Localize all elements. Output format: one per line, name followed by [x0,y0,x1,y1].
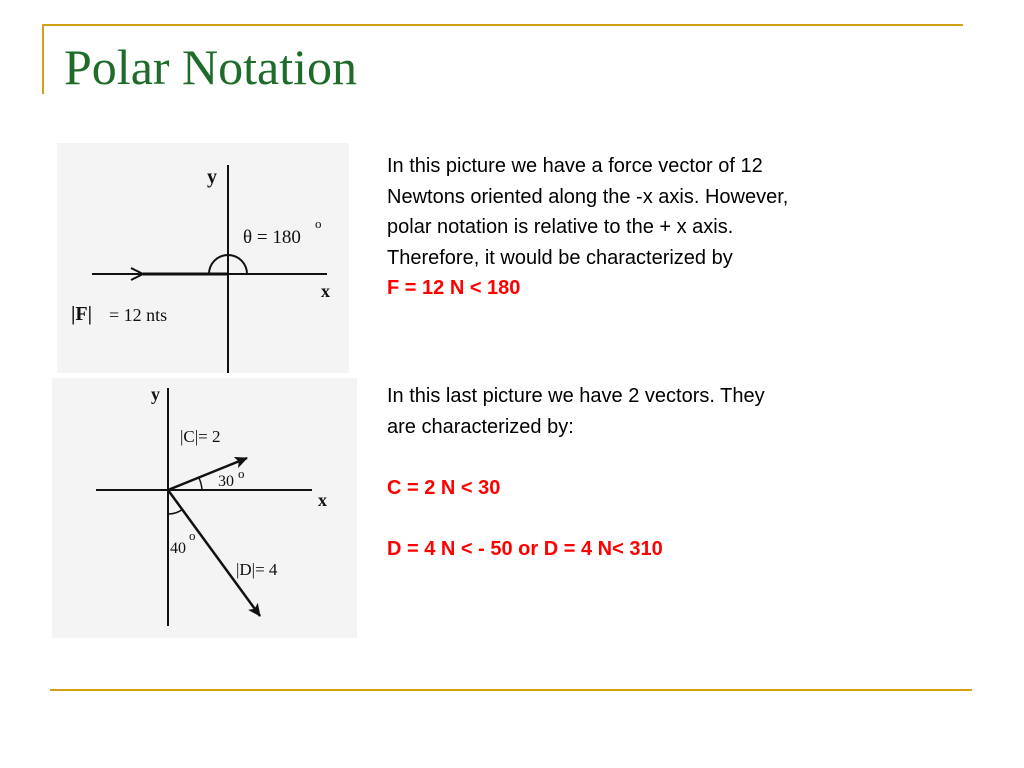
footer-rule [50,689,972,691]
explanation-line: In this picture we have a force vector of 12 [387,155,763,177]
c-angle-arc [199,478,202,490]
vector-c-angle-label: 30 [218,473,234,490]
explanation-line: Newtons oriented along the -x axis. However, [387,185,789,208]
vector-c-degree-mark: o [238,466,245,481]
two-vectors-diagram [52,378,357,638]
formula-f: F = 12 N < 180 [387,277,521,299]
vector-c-magnitude-label: |C|= 2 [180,427,221,446]
force-vector-figure [57,143,349,373]
x-axis-label: x [321,281,330,301]
force-vector-diagram [57,143,349,373]
force-magnitude-value: = 12 nts [109,305,168,325]
paragraph-spacer [387,442,947,473]
formula-d: D = 4 N < - 50 or D = 4 N< 310 [387,537,663,560]
y-axis-label: y [151,384,160,404]
two-vectors-figure [52,378,357,638]
formula-c: C = 2 N < 30 [387,476,501,499]
vector-d-degree-mark: o [189,528,196,543]
vector-d-magnitude-label: |D|= 4 [236,560,278,579]
theta-degree-mark: o [315,216,322,231]
explanation-line: polar notation is relative to the + x axis. [387,216,734,238]
vector-d-angle-label: 40 [170,540,186,557]
force-magnitude-symbol: |F| [71,303,93,325]
title-frame-top-rule [42,24,963,26]
explanation-line: In this last picture we have 2 vectors. They [387,385,765,407]
theta-label: θ = 180 [243,227,301,248]
two-vectors-explanation [387,381,947,564]
slide-title: Polar Notation [64,39,358,95]
explanation-line: are characterized by: [387,415,574,438]
vector-c-arrow [168,458,247,490]
y-axis-label: y [207,166,217,188]
explanation-line: Therefore, it would be characterized by [387,246,733,269]
d-angle-arc [168,509,183,514]
x-axis-label: x [318,490,327,510]
paragraph-spacer [387,503,947,534]
force-vector-explanation [387,151,947,304]
title-frame-left-rule [42,24,44,94]
